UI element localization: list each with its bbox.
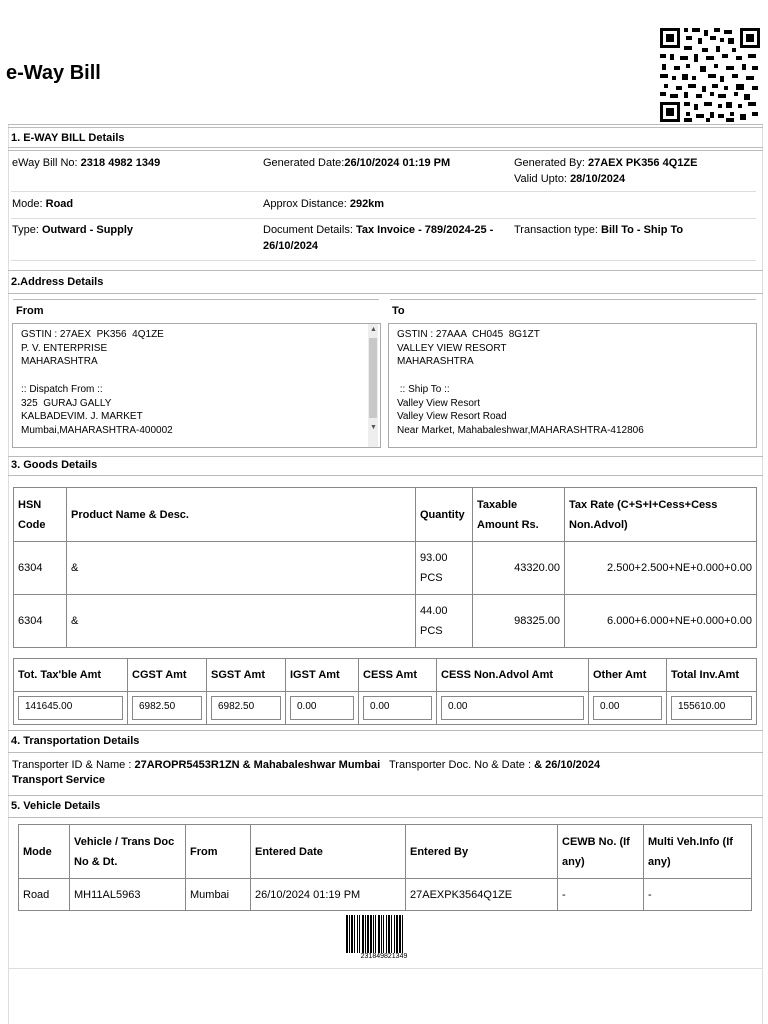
address-to-box[interactable]: GSTIN : 27AAA CH045 8G1ZT VALLEY VIEW RESORT MAHARASHTRA :: Ship To :: Valley View Resort Valley View Resort Road Near Market, Mahabaleshwar,MAHARASHTRA-412806 (388, 323, 757, 448)
total-inv-field[interactable]: 155610.00 (671, 696, 752, 720)
ewb-bill-no: eWay Bill No: 2318 4982 1349 (12, 157, 161, 169)
section-ewb-details: 1. E-WAY BILL Details (11, 132, 125, 144)
goods-col-hsn: HSN Code (14, 488, 67, 542)
goods-col-taxable: Taxable Amount Rs. (473, 488, 565, 542)
cess-field[interactable]: 0.00 (363, 696, 432, 720)
vehicle-col-mode: Mode (19, 825, 70, 879)
cess-nonadvol-field[interactable]: 0.00 (441, 696, 584, 720)
goods-table (13, 487, 757, 648)
section-transport-details: 4. Transportation Details (11, 735, 140, 747)
vehicle-cewb: - (558, 879, 644, 911)
vehicle-multi: - (644, 879, 752, 911)
vehicle-table (18, 824, 752, 911)
vehicle-from: Mumbai (186, 879, 251, 911)
table-row (14, 595, 757, 648)
goods-taxable: 43320.00 (473, 542, 565, 595)
address-from-box[interactable]: GSTIN : 27AEX PK356 4Q1ZE P. V. ENTERPRISE MAHARASHTRA :: Dispatch From :: 325 GURAJ GALLY KALBADEVIM. J. MARKET Mumbai,MAHARASHTRA-400002 (12, 323, 381, 448)
section-address-details: 2.Address Details (11, 276, 104, 288)
total-taxable-field[interactable]: 141645.00 (18, 696, 123, 720)
vehicle-col-from: From (186, 825, 251, 879)
vehicle-col-cewb: CEWB No. (If any) (558, 825, 644, 879)
ewb-distance: Approx Distance: 292km (263, 198, 385, 210)
goods-hsn: 6304 (14, 542, 67, 595)
vehicle-header-row (19, 825, 752, 879)
totals-col-sgst: SGST Amt (207, 659, 286, 692)
goods-col-product: Product Name & Desc. (67, 488, 416, 542)
vehicle-number: MH11AL5963 (70, 879, 186, 911)
other-amt-field[interactable]: 0.00 (593, 696, 662, 720)
table-row (14, 542, 757, 595)
totals-header-row (14, 659, 757, 692)
goods-taxrate: 6.000+6.000+NE+0.000+0.00 (565, 595, 757, 648)
vehicle-col-multi: Multi Veh.Info (If any) (644, 825, 752, 879)
barcode-number: 231849821349 (360, 953, 408, 960)
vehicle-mode: Road (19, 879, 70, 911)
goods-quantity: 44.00 PCS (416, 595, 473, 648)
goods-header-row (14, 488, 757, 542)
section-goods-details: 3. Goods Details (11, 459, 98, 471)
qr-code (658, 26, 762, 124)
table-row (19, 879, 752, 911)
totals-col-other: Other Amt (589, 659, 667, 692)
address-from-label: From (16, 305, 44, 317)
ewb-type: Type: Outward - Supply (12, 224, 134, 236)
totals-values-row (14, 692, 757, 725)
totals-col-igst: IGST Amt (286, 659, 359, 692)
totals-col-cess: CESS Amt (359, 659, 437, 692)
goods-product: & (67, 595, 416, 648)
ewb-document-details: Document Details: Tax Invoice - 789/2024-25 - 26/10/2024 (263, 224, 494, 252)
vehicle-entered-date: 26/10/2024 01:19 PM (251, 879, 406, 911)
goods-quantity: 93.00 PCS (416, 542, 473, 595)
totals-col-cess-nonadvol: CESS Non.Advol Amt (437, 659, 589, 692)
ewb-generated-by: Generated By: 27AEX PK356 4Q1ZE Valid Upto: 28/10/2024 (514, 157, 698, 185)
page-title: e-Way Bill (6, 62, 101, 84)
goods-col-quantity: Quantity (416, 488, 473, 542)
barcode (346, 915, 426, 953)
goods-taxrate: 2.500+2.500+NE+0.000+0.00 (565, 542, 757, 595)
totals-table (13, 658, 757, 725)
goods-taxable: 98325.00 (473, 595, 565, 648)
totals-col-cgst: CGST Amt (128, 659, 207, 692)
ewb-generated-date: Generated Date:26/10/2024 01:19 PM (263, 157, 451, 169)
ewb-transaction-type: Transaction type: Bill To - Ship To (514, 224, 684, 236)
totals-col-taxable: Tot. Tax'ble Amt (14, 659, 128, 692)
cgst-field[interactable]: 6982.50 (132, 696, 202, 720)
goods-product: & (67, 542, 416, 595)
vehicle-col-entered-date: Entered Date (251, 825, 406, 879)
totals-col-total: Total Inv.Amt (667, 659, 757, 692)
address-to-label: To (392, 305, 405, 317)
transporter-doc: Transporter Doc. No & Date : & 26/10/2024 (389, 759, 601, 771)
igst-field[interactable]: 0.00 (290, 696, 354, 720)
vehicle-col-entered-by: Entered By (406, 825, 558, 879)
transporter-id-name: Transporter ID & Name : 27AROPR5453R1ZN & Mahabaleshwar Mumbai Transport Service (12, 759, 381, 786)
vehicle-col-vehicle: Vehicle / Trans Doc No & Dt. (70, 825, 186, 879)
address-from-scrollbar[interactable]: ▲ ▼ (368, 324, 378, 447)
goods-hsn: 6304 (14, 595, 67, 648)
section-vehicle-details: 5. Vehicle Details (11, 800, 101, 812)
ewb-mode: Mode: Road (12, 198, 74, 210)
sgst-field[interactable]: 6982.50 (211, 696, 281, 720)
goods-col-taxrate: Tax Rate (C+S+I+Cess+Cess Non.Advol) (565, 488, 757, 542)
vehicle-entered-by: 27AEXPK3564Q1ZE (406, 879, 558, 911)
